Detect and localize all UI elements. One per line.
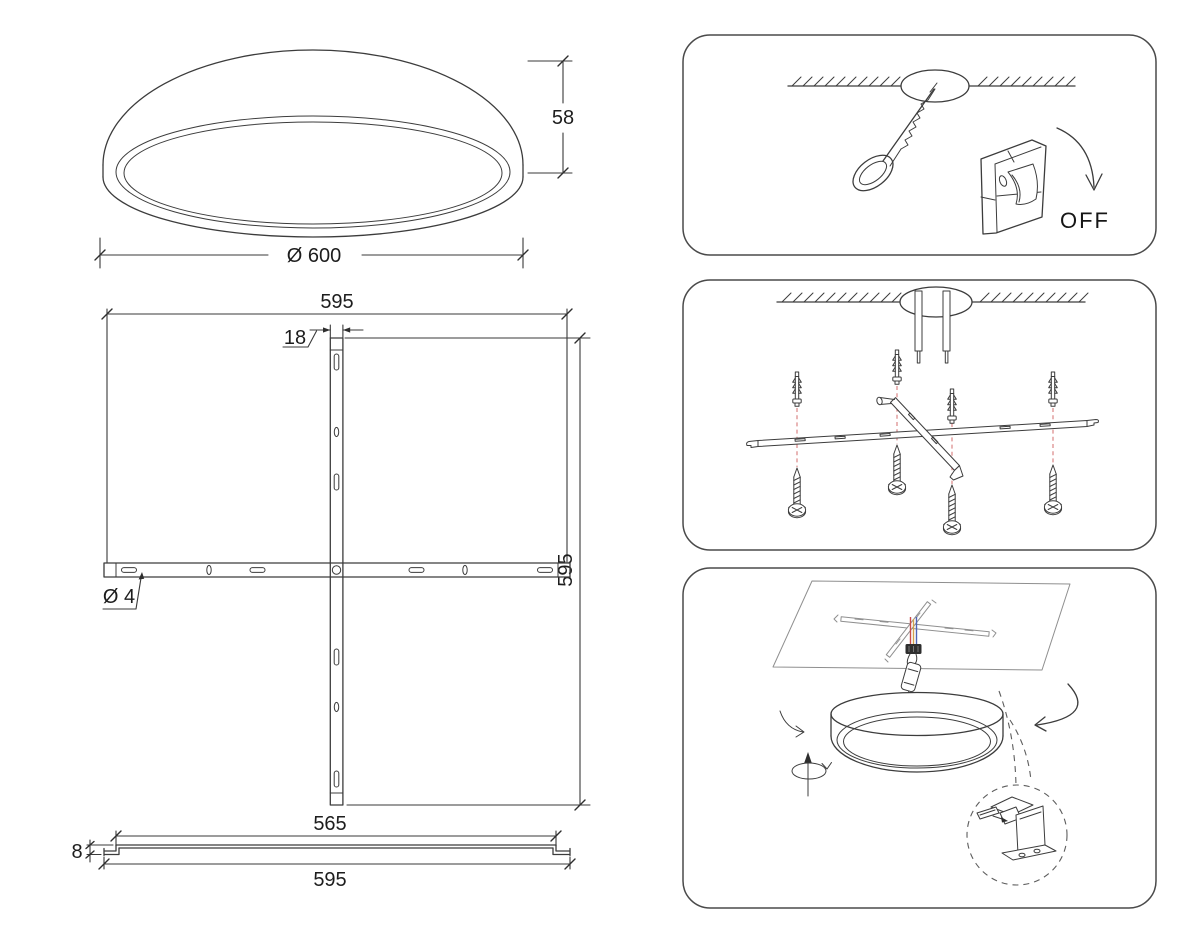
mounting-clip-detail [977, 797, 1056, 860]
strip-width-label: 18 [283, 327, 307, 349]
power-off-arrow-icon [1057, 128, 1102, 190]
profile-inner-length-label: 565 [313, 813, 347, 835]
screw-icon [788, 468, 805, 518]
power-off-label: OFF [1060, 208, 1110, 233]
bracket-length-label: 595 [320, 291, 354, 313]
profile-outer-length-label: 595 [313, 869, 347, 891]
height-dimension [528, 56, 574, 178]
led-driver [900, 662, 921, 693]
hole-diameter-label: Ø 4 [102, 586, 136, 608]
rotation-arrow-icon [792, 752, 832, 796]
lamp-drum-drawing [103, 50, 523, 237]
wall-anchor-icon [948, 389, 957, 423]
step-2-panel [683, 280, 1156, 550]
turn-arrow-icon [780, 711, 804, 737]
bracket-profile-view [71, 813, 575, 891]
wall-anchor-icon [893, 350, 902, 384]
diameter-dimension [95, 238, 528, 268]
profile-outer-length-dimension [99, 857, 575, 891]
mounting-bracket-cross [747, 397, 1099, 480]
step-1-panel [683, 35, 1156, 255]
ceiling-hole-ellipse [900, 287, 972, 317]
power-switch-icon [981, 140, 1046, 234]
screw-icon [943, 485, 960, 535]
attach-arrow-icon [1035, 684, 1078, 731]
lamp-height-label: 58 [551, 107, 575, 129]
lamp-diameter-label: Ø 600 [286, 245, 342, 267]
screw-icon [888, 445, 905, 495]
lamp-front-view [95, 50, 574, 268]
bracket-height-label: 595 [555, 553, 577, 587]
step-3-panel [683, 568, 1156, 908]
screw-icon [1044, 465, 1061, 515]
wall-anchor-icon [793, 372, 802, 406]
bracket-horizontal-strip [104, 563, 570, 577]
profile-drawing [104, 845, 570, 856]
profile-thickness-label: 8 [71, 841, 83, 863]
strip-width-dimension [283, 325, 363, 349]
bracket-top-view [102, 291, 590, 810]
profile-inner-length-dimension [111, 813, 561, 846]
wall-anchor-icon [1049, 372, 1058, 406]
lamp-drum-small [831, 693, 1003, 773]
